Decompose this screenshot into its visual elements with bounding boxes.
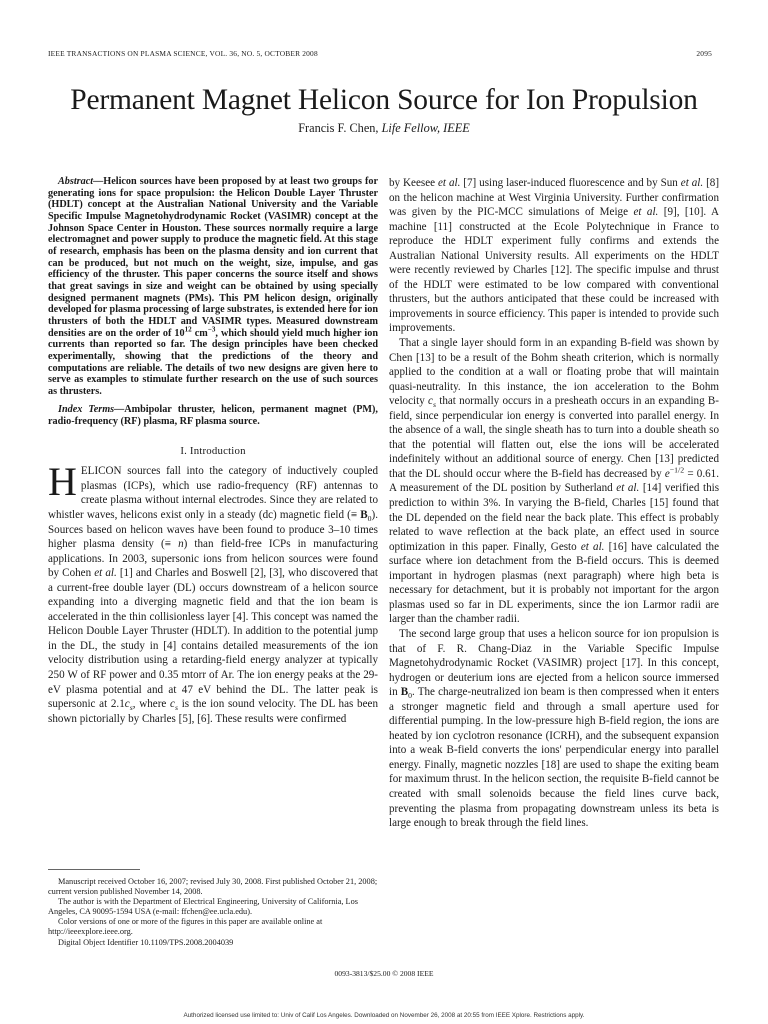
right-column <box>389 176 719 831</box>
paper-title: Permanent Magnet Helicon Source for Ion Propulsion <box>70 84 698 116</box>
paragraph: The second large group that uses a helicon source for ion propulsion is that of F. R. Chang-Diaz in the Variable Specific Impulse Magnetohydrodynamic Rocket (VASIMR) project [17]. In this concept, hydrogen or deuterium ions are ejected from a helicon source immersed in $B_0$. The charge-neutralized ion beam is then compressed when it enters a stronger magnetic field and through a small aperture used for differential pumping. In the low-pressure high B-field region, the ions are heated by ion cyclotron resonance (ICRH), and the subsequent expansion into a weak B-field converts the ions' perpendicular energy into parallel energy. Finally, magnetic nozzles [18] are used to shape the exiting beam for maximum thrust. In the helicon section, the requisite B-field cannot be created with small solenoids because the field lines curve back, preventing the plasma from propagating downstream unless its beta is large enough to break through the field lines. <box>389 627 720 830</box>
et-al: et al. <box>438 177 461 189</box>
intro-body-left: HELICON sources fall into the category of inductively coupled plasmas (ICPs), which use radio-frequency (RF) antennas to create plasma without internal electrodes. Since they are related to whistler waves, helicons exist only in a steady (dc) magnetic field (≡ $B_0$). Sources based on helicon waves have been found to produce 3–10 times higher plasma density (≡ n) than field-free ICPs in manufacturing applications. In 2003, supersonic ions from helicon sources were found by Cohen et al. [1] and Charles and Boswell [2], [3], who discovered that a current-free double layer (DL) occurs downstream of a helicon source expanding into a diverging magnetic field and that the ion beam is accelerated in the thin collisionless layer [4]. This concept was named the Helicon Double Layer Thruster (HDLT). In addition to the potential jump in the DL, the study in [4] contains detailed measurements of the ion velocity distribution using a retarding-field energy analyzer at typically 250 W of RF power and 0.35 mtorr of Ar. The ion energy peaks at the 29-eV plasma potential and at 47 eV behind the DL. The latter peak is supersonic at $2.1c_s$, where $c_s$ is the ion sound velocity. The DL has been shown pictorially by Charles [5], [6]. These results were confirmed <box>48 459 379 725</box>
page-number: 2095 <box>696 49 712 58</box>
index-terms <box>48 404 378 427</box>
author-line <box>0 121 768 136</box>
author-affiliation: Life Fellow, IEEE <box>381 121 470 135</box>
index-terms-label: Index Terms— <box>58 404 125 416</box>
et-al: et al. <box>680 177 704 189</box>
footnote-author: The author is with the Department of Electrical Engineering, University of California, Los Angeles, CA 90095-1594 USA (e-mail: ffchen@ee.ucla.edu). <box>48 897 358 917</box>
left-column <box>48 176 378 726</box>
abstract-label: Abstract— <box>58 176 104 187</box>
symbol-b0: B <box>360 508 368 521</box>
equation-exponent: −1/2 <box>669 465 685 475</box>
body-text: [7] using laser-induced fluorescence and by Sun <box>460 177 681 189</box>
et-al: et al. <box>633 206 659 219</box>
body-text: [14] verified this prediction to within 3%. In varying the B-field, Charles [15] found that the DL depended on the field near the back plate. This effect is probably related to wave reflection at the back plate, an effect used in source optimization in this paper. Finally, Gesto <box>389 482 720 553</box>
et-al: et al. <box>616 482 640 495</box>
body-text: That a single layer should form in an expanding B-field was shown by Chen [13] to be a result of the Bohm sheath criterion, which is normally applied to the condition at a wall or floating probe that will maintain quasi-neutrality. In this instance, the ion acceleration to the Bohm velocity <box>389 337 719 408</box>
abstract-unit-exponent: −3 <box>207 325 216 334</box>
drop-cap: H <box>48 459 77 505</box>
footnotes <box>48 877 378 948</box>
body-text: [9], [10]. A machine [11] constructed at the Ecole Polytechnique in France to reproduce the HDLT experiment fully confirms and extends the Australian National University results. All experiments on the HDLT were recently reviewed by Charles [12]. The specific impulse and thrust of the HDLT were estimated to be low compared with conventional thrusters, but the authors anticipated that these could be increased with improvements in source efficiency. This paper is intended to provide such improvements. <box>389 206 720 335</box>
intro-text: [1] and Charles and Boswell [2], [3], who discovered that a current-free double layer (DL) occurs downstream of a helicon source expanding into a diverging magnetic field and that the ion beam is accelerated in the thin collisionless layer [4]. This concept was named the Helicon Double Layer Thruster (HDLT). In addition to the potential jump in the DL, the study in [4] contains detailed measurements of the ion velocity distribution using a retarding-field energy analyzer at typically 250 W of RF power and 0.35 mtorr of Ar. The ion energy peaks at the 29-eV plasma potential and at 47 eV behind the DL. The latter peak is supersonic at 2.1 <box>48 567 379 711</box>
intro-text: ) than field-free ICPs in manufacturing applications. In 2003, supersonic ions from helicon sources were found by Cohen <box>48 538 378 580</box>
body-text: . A measurement of the DL position by Sutherland <box>389 467 719 495</box>
running-header <box>48 49 712 58</box>
intro-text: is the ion sound velocity. The DL has been shown pictorially by Charles [5], [6]. These results were confirmed <box>48 698 378 725</box>
body-text: The second large group that uses a helicon source for ion propulsion is that of F. R. Chang-Diaz in the Variable Specific Impulse Magnetohydrodynamic Rocket (VASIMR) project [17]. In this concept, hydrogen or deuterium ions are ejected from a helicon source immersed in <box>389 627 719 699</box>
index-terms-text: Ambipolar thruster, helicon, permanent magnet (PM), radio-frequency (RF) plasma, RF plasma source. <box>48 404 378 428</box>
author-name: Francis F. Chen, <box>298 121 382 135</box>
footnote-manuscript: Manuscript received October 16, 2007; revised July 30, 2008. First published October 21, 2008; current version published November 14, 2008. <box>48 877 378 897</box>
body-text: . The charge-neutralized ion beam is then compressed when it enters a stronger magnetic field and through a small aperture used for differential pumping. In the low-pressure high B-field region, the ions are heated by ion cyclotron resonance (ICRH), and the subsequent expansion into a weak B-field converts the ions' perpendicular energy into parallel energy. Finally, magnetic nozzles [18] are used to shape the exiting beam for maximum thrust. In the helicon section, the requisite B-field cannot be created with small solenoids because the field lines curve back, preventing the plasma from propagating downstream unless its beta is large enough to break through the field lines. <box>389 686 720 830</box>
footnote-doi: Digital Object Identifier 10.1109/TPS.2008.2004039 <box>58 937 234 947</box>
license-notice: Authorized licensed use limited to: Univ of Calif Los Angeles. Downloaded on November 26, 2008 at 20:55 from IEEE Xplore. Restrictions apply. <box>183 1012 585 1019</box>
equation-rest: = 0.61 <box>684 467 717 480</box>
journal-name: IEEE TRANSACTIONS ON PLASMA SCIENCE, VOL. 36, NO. 5, OCTOBER 2008 <box>48 49 318 58</box>
paragraph <box>389 176 719 336</box>
section-heading: I. Introduction <box>180 444 246 457</box>
copyright-line: 0093-3813/$25.00 © 2008 IEEE <box>334 969 434 978</box>
body-text: by Keesee <box>389 177 438 189</box>
body-text: [8] on the helicon machine at West Virginia University. Further confirmation was given by the PIC-MCC simulations of Meige <box>389 177 720 219</box>
intro-text: ). Sources based on helicon waves have been found to produce 3–10 times higher plasma density (≡ <box>48 508 378 551</box>
abstract-exponent: 12 <box>184 325 192 334</box>
intro-text: , where <box>132 698 171 711</box>
et-al: et al. <box>94 567 117 580</box>
body-text: that normally occurs in a presheath occurs in an expanding B-field, since perpendicular ion energy is converted into parallel energy. In the absence of a wall, the single sheath has to turn into a double sheath so that the potential will flatten out, else the ions will be accelerated indefinitely without an additional source of energy. Chen [13] predicted that the DL should occur where the B-field has decreased by <box>389 395 719 480</box>
abstract-text-end: , which should yield much higher ion currents than reported so far. The design principles have been checked experimentally, showing that the predictions of the theory and computations are reliable. The details of two new designs are given here to serve as examples to stimulate further research on the use of such sources as thrusters. <box>48 327 378 397</box>
abstract <box>48 176 378 397</box>
symbol-b0: B <box>400 686 409 699</box>
symbol-cs: c <box>428 395 433 408</box>
et-al: et al. <box>580 540 605 553</box>
footnote-color: Color versions of one or more of the figures in this paper are available online at http://ieeexplore.ieee.org. <box>48 917 323 937</box>
footnote-rule <box>48 869 140 870</box>
symbol-n: n <box>178 538 184 551</box>
intro-text: ELICON sources fall into the category of inductively coupled plasmas (ICPs), which use radio-frequency (RF) antennas to create plasma without internal electrodes. Since they are related to whistler waves, helicons exist only in a steady (dc) magnetic field (≡ <box>48 465 378 521</box>
abstract-unit: cm <box>191 327 208 339</box>
equation: e <box>664 467 670 480</box>
symbol-cs: c <box>124 698 130 711</box>
paragraph: That a single layer should form in an expanding B-field was shown by Chen [13] to be a result of the Bohm sheath criterion, which is normally applied to the condition at a wall or floating probe that will maintain quasi-neutrality. In this instance, the ion acceleration to the Bohm velocity $c_s$ that normally occurs in a presheath occurs in an expanding B-field, since perpendicular ion energy is converted into parallel energy. In the absence of a wall, the single sheath has to turn into a double sheath so that the potential will flatten out, else the ions will be accelerated indefinitely without an additional source of energy. Chen [13] predicted that the DL should occur where the B-field has decreased by $e^{-1/2} = 0.61$. A measurement of the DL position by Sutherland et al. [14] verified this prediction to within 3%. In varying the B-field, Charles [15] found that the DL depended on the field near the back plate. This effect is probably related to wave reflection at the back plate, an effect used in source optimization in this paper. Finally, Gesto et al. [16] have calculated the surface where ion detachment from the B-field occurs. This is deemed important in hydrogen plasmas (next paragraph) where high beta is necessary for detachment, but it is probably not important for the argon plasmas used so far in DL experiments, since the ion Larmor radii are larger than the chamber radii. <box>389 337 720 626</box>
abstract-text: Helicon sources have been proposed by at least two groups for generating ions for space propulsion: the Helicon Double Layer Thruster (HDLT) concept at the Australian National University and the Variable Specific Impulse Magnetohydrodynamic Rocket (VASIMR) concept at the Johnson Space Center in Houston. These sources normally require a large electromagnet and power supply to produce the magnetic field. At this stage of research, emphasis has been on the plasma density and ion current that can be produced, but not much on the weight, size, impulse, and gas efficiency of the thruster. This paper concerns the source itself and shows that great savings in size and weight can be obtained by using specially designed permanent magnets (PMs). This PM helicon design, originally developed for plasma processing of large substrates, is extended here for ion thrusters of both the HDLT and VASIMR types. Measured downstream densities are on the order of 10 <box>48 176 378 339</box>
body-text: [16] have calculated the surface where ion detachment from the B-field occurs. This is deemed important in hydrogen plasmas (next paragraph) where high beta is necessary for detachment, but it is probably not important for the argon plasmas used so far in DL experiments, since the ion Larmor radii are larger than the chamber radii. <box>389 540 720 626</box>
